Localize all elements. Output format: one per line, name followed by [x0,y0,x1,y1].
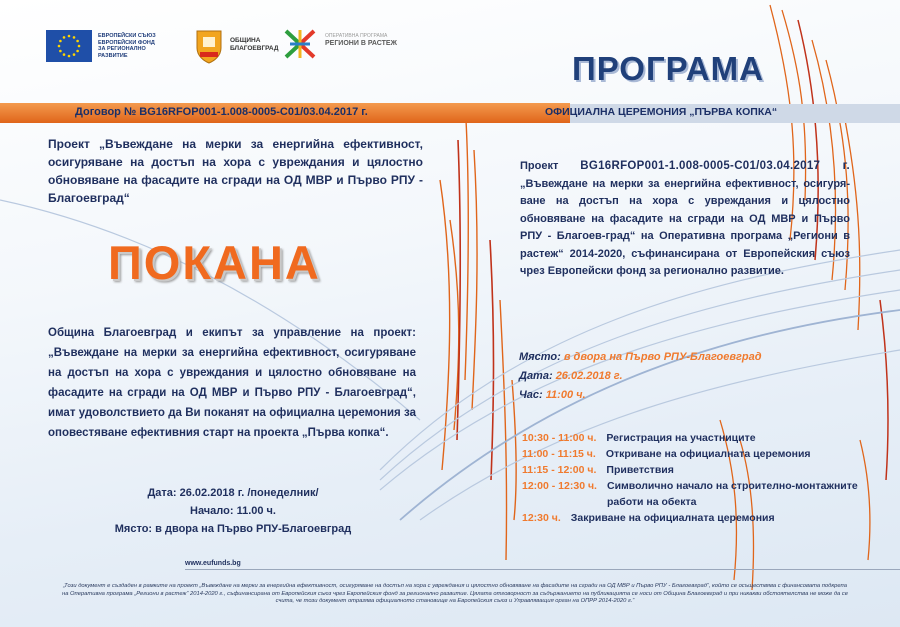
left-project-title: Проект „Въвеждане на мерки за енергийна ефективност, осигуряване на достъп на хора с увреждания и цялостно обновяване на фасадите на сгради на ОД МВР и Първо РПУ - Благоевград“ [48,137,423,205]
schedule-row [522,478,867,510]
time-value: 11:00 ч. [545,389,586,401]
event-place: Място: в двора на Първо РПУ-Благоевград [114,523,352,535]
time-label: Час: [519,389,543,401]
schedule-time: 12:30 ч. [522,512,561,524]
municipality-name: ОБЩИНА БЛАГОЕВГРАД [230,37,279,52]
regions-in-growth-logo [282,27,318,61]
schedule-row [522,510,867,526]
municipality-crest-logo [196,28,222,64]
contract-number: Договор № BG16RFOP001-1.008-0005-C01/03.04.2017 г. [75,106,368,118]
event-summary [519,348,762,405]
date-label: Дата: [519,370,553,382]
project-code: BG16RFOP001-1.008-0005-C01/03.04.2017 г. [580,160,851,172]
schedule-list [522,430,867,526]
project-text: „Въвеждане на мерки за енергийна ефективност, осигуря-ване на достъп на хора с увреждания и цялостно обновяване на фасадите на сгради на ОД МВР и Първо РПУ - Благоев-град“ на Оперативна програма „Региони в растеж“ 2014-2020, съфинансирана от Европейския съюз чрез Европейски фонд за регионално развитие. [520,177,850,277]
schedule-row [522,430,867,446]
schedule-event: Закриване на официалната церемония [570,512,775,524]
place-label: Място: [519,351,561,363]
event-date: Дата: 26.02.2018 г. /понеделник/ [147,487,319,499]
schedule-row [522,446,867,462]
ceremony-title: ОФИЦИАЛНА ЦЕРЕМОНИЯ „ПЪРВА КОПКА“ [545,106,778,118]
invitation-body: Община Благоевград и екипът за управление на проект: „Въвеждане на мерки за енергийна ефективност, осигуряване на достъп на хора с увреждания и цялостно обновяване на фасадите на сгради на ОД МВР и Първо РПУ - Благоевград“, имат удоволствието да Ви поканят на официална церемония за оповестяване ефективния старт на проекта „Първа копка“. [48,327,416,439]
eu-fund-label: ЕВРОПЕЙСКИ СЪЮЗ ЕВРОПЕЙСКИ ФОНД ЗА РЕГИОНАЛНО РАЗВИТИЕ [98,33,156,59]
eufunds-link[interactable]: www.eufunds.bg [185,560,241,567]
schedule-time: 11:15 - 12:00 ч. [522,464,597,476]
right-project-description [520,158,850,281]
programa-title: ПРОГРАМА [572,50,764,87]
invitation-title: ПОКАНА [108,236,321,289]
event-start: Начало: 11.00 ч. [190,505,276,517]
program-label-top: ОПЕРАТИВНА ПРОГРАМА [325,33,388,39]
schedule-row [522,462,867,478]
eu-flag-logo [46,30,92,62]
footer-disclaimer: „Този документ е създаден в рамките на проект „Въвеждане на мерки за енергийна ефективност, осигуряване на достъп на хора с увреждания и цялостно обновяване на фасадите на сгради на ОД МВР и Първо РПУ - Благоевград“, който се осъществява с финансовата подкрепа на Оперативна програма „Региони в растеж“ 2014-2020 г., съфинансирана от Европейския съюз чрез Европейския фонд за регионално развитие. Цялата отговорност за съдържанието на публикацията се носи от Община Благоевград и при никакви обстоятелства не може да се счита, че този документ отразява официалното становище на Европейския съюз и Управляващия орган на ОПРР 2014-2020 г.“ [62,583,848,604]
schedule-event: Откриване на официалната церемония [605,448,811,460]
schedule-event: Регистрация на участниците [606,432,756,444]
project-prefix: Проект [520,160,559,172]
program-name: РЕГИОНИ В РАСТЕЖ [325,40,397,47]
schedule-time: 10:30 - 11:00 ч. [522,432,597,444]
schedule-time: 11:00 - 11:15 ч. [522,448,596,460]
date-value: 26.02.2018 г. [555,370,623,382]
place-value: в двора на Първо РПУ-Благоевград [563,351,762,363]
schedule-event: Символично начало на строително-монтажните работи на обекта [606,480,858,508]
event-details [48,484,418,538]
schedule-time: 12:00 - 12:30 ч. [522,480,597,492]
footer-divider [185,569,900,570]
schedule-event: Приветствия [606,464,674,476]
